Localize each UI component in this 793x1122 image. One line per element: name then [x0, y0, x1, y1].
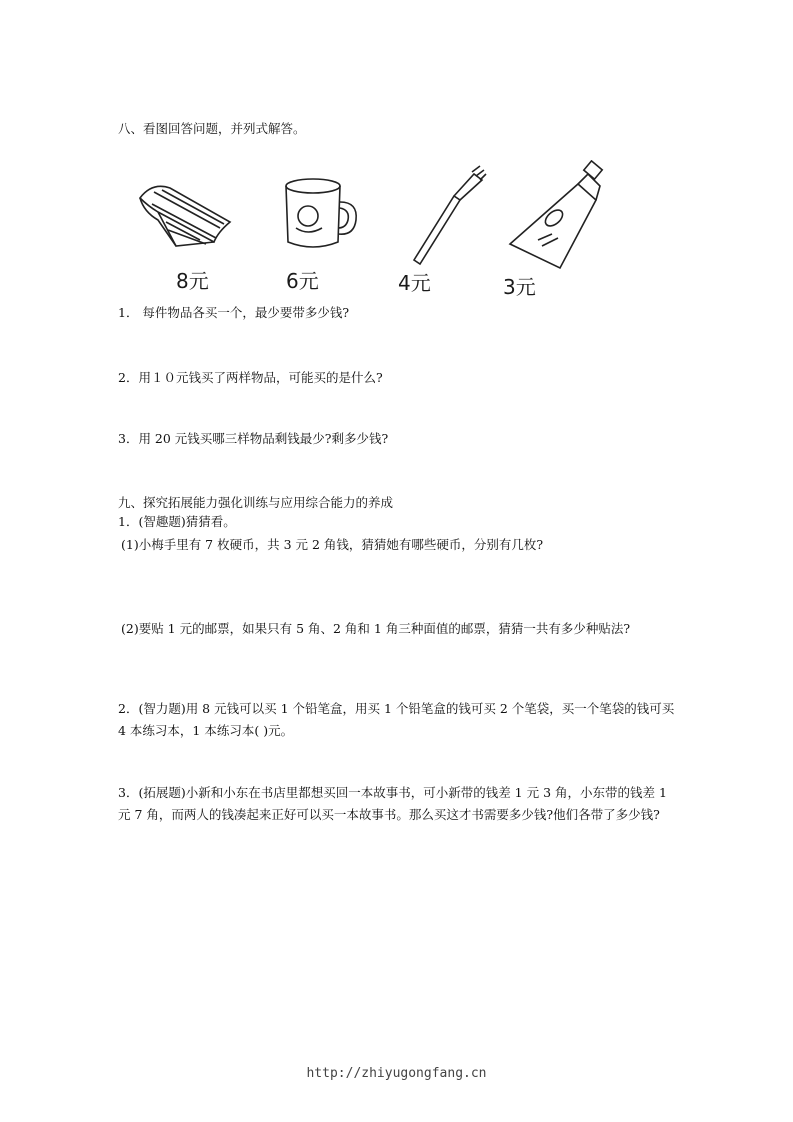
q9-1-1: (1)小梅手里有 7 枚硬币，共 3 元 2 角钱，猜猜她有哪些硬币，分别有几枚? — [121, 537, 544, 552]
q8-3: 3．用 20 元钱买哪三样物品剩钱最少?剩多少钱? — [118, 431, 389, 446]
price-mug: 6元 — [286, 269, 319, 293]
section9-heading: 九、探究拓展能力强化训练与应用综合能力的养成 — [118, 495, 394, 510]
price-toothbrush: 4元 — [398, 271, 431, 295]
price-toothpaste: 3元 — [503, 275, 536, 299]
q9-3: 3．(拓展题)小新和小东在书店里都想买回一本故事书，可小新带的钱差 1 元 3 角，小东带的钱差 1 元 7 角，而两人的钱凑起来正好可以买一本故事书。那么买这才书需要多少钱?他们各带了多少钱? — [118, 785, 667, 822]
toothpaste-icon — [510, 161, 602, 268]
q8-2: 2．用１０元钱买了两样物品，可能买的是什么? — [118, 370, 383, 385]
items-figure — [118, 160, 638, 300]
footer-url: http://zhiyugongfang.cn — [306, 1066, 487, 1081]
mug-icon — [286, 179, 356, 247]
price-towel: 8元 — [176, 269, 209, 293]
section8-heading: 八、看图回答问题，并列式解答。 — [118, 121, 306, 136]
towel-icon — [140, 186, 230, 246]
q9-2: 2．(智力题)用 8 元钱可以买 1 个铅笔盒，用买 1 个铅笔盒的钱可买 2 个笔袋，买一个笔袋的钱可买 4 本练习本，1 本练习本( )元。 — [118, 701, 675, 738]
q9-1-title: 1．(智趣题)猜猜看。 — [118, 514, 236, 529]
q8-1: 1． 每件物品各买一个，最少要带多少钱? — [118, 305, 350, 320]
q9-1-2: (2)要贴 1 元的邮票，如果只有 5 角、2 角和 1 角三种面值的邮票，猜猜一共有多少种贴法? — [121, 621, 631, 636]
toothbrush-icon — [414, 166, 486, 264]
